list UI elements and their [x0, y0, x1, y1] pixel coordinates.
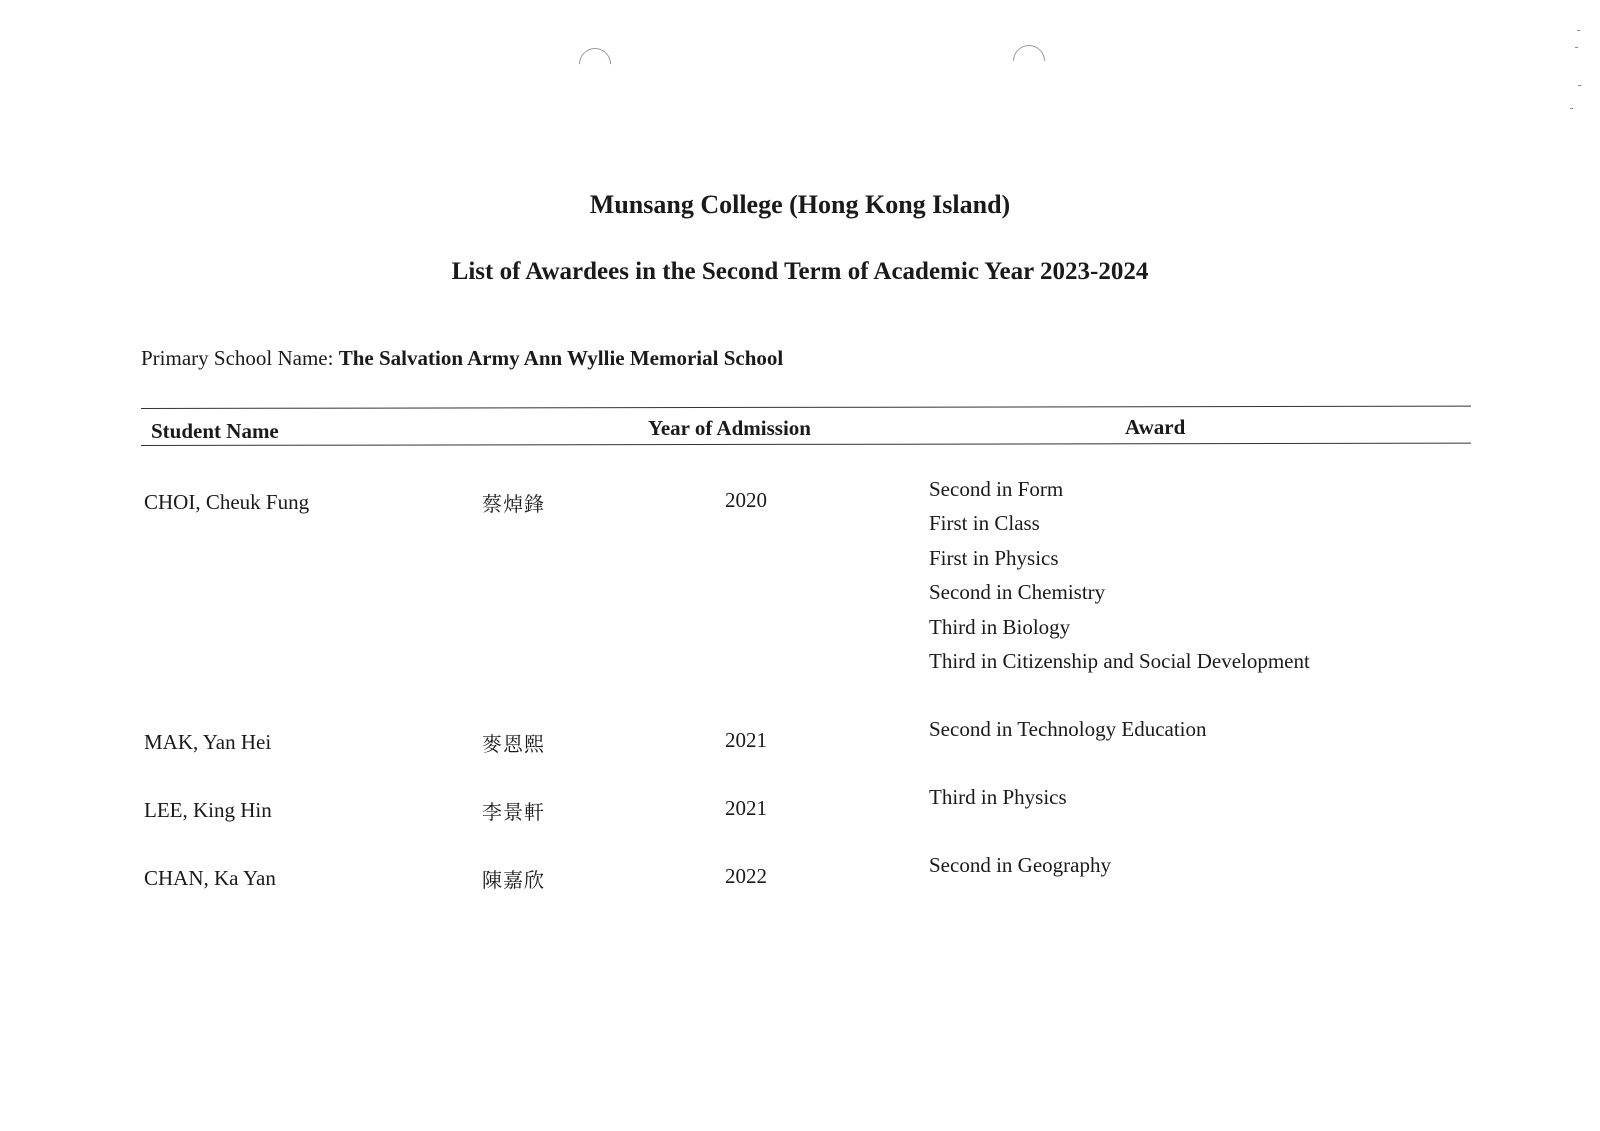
- primary-school-label: Primary School Name:: [141, 346, 334, 370]
- admission-year: 2020: [725, 488, 767, 512]
- award-item: Second in Form: [929, 477, 1064, 501]
- student-chinese-name: 蔡焯鋒: [482, 492, 545, 516]
- student-english-name: CHAN, Ka Yan: [144, 866, 276, 890]
- primary-school-name: The Salvation Army Ann Wyllie Memorial School: [338, 346, 784, 370]
- admission-year: 2022: [725, 864, 767, 888]
- student-chinese-name: 陳嘉欣: [482, 868, 545, 892]
- header-year-of-admission: Year of Admission: [648, 416, 811, 440]
- scan-speck: [1578, 85, 1581, 86]
- award-list: [929, 785, 1067, 814]
- header-award: Award: [1125, 415, 1186, 439]
- student-english-name: LEE, King Hin: [144, 798, 272, 822]
- award-list: [929, 717, 1207, 746]
- table-top-rule: [141, 406, 1471, 409]
- school-title: Munsang College (Hong Kong Island): [589, 190, 1011, 219]
- student-english-name: MAK, Yan Hei: [144, 730, 272, 754]
- primary-school-line: [141, 346, 783, 371]
- scan-speck: [1570, 108, 1573, 109]
- header-student-name: Student Name: [151, 419, 279, 443]
- punch-hole-left: [572, 41, 617, 86]
- award-list: [929, 853, 1111, 882]
- admission-year: 2021: [725, 796, 767, 820]
- award-item: Second in Technology Education: [929, 717, 1207, 741]
- table-header-rule: [141, 443, 1471, 446]
- admission-year: 2021: [725, 728, 767, 752]
- punch-hole-right: [1006, 38, 1051, 83]
- student-chinese-name: 麥恩熙: [482, 732, 545, 756]
- award-item: Second in Geography: [929, 853, 1111, 877]
- award-item: Third in Biology: [929, 614, 1071, 639]
- award-item: Third in Citizenship and Social Development: [929, 648, 1310, 673]
- list-title: List of Awardees in the Second Term of Academic Year 2023-2024: [451, 258, 1149, 285]
- award-item: Second in Chemistry: [929, 580, 1106, 605]
- award-item: Third in Physics: [929, 785, 1067, 809]
- scan-speck: [1577, 30, 1580, 31]
- student-english-name: CHOI, Cheuk Fung: [144, 490, 310, 514]
- scan-speck: [1575, 47, 1578, 48]
- award-list: [929, 477, 1310, 678]
- student-chinese-name: 李景軒: [482, 800, 545, 824]
- award-item: First in Class: [929, 511, 1040, 536]
- award-item: First in Physics: [929, 545, 1059, 570]
